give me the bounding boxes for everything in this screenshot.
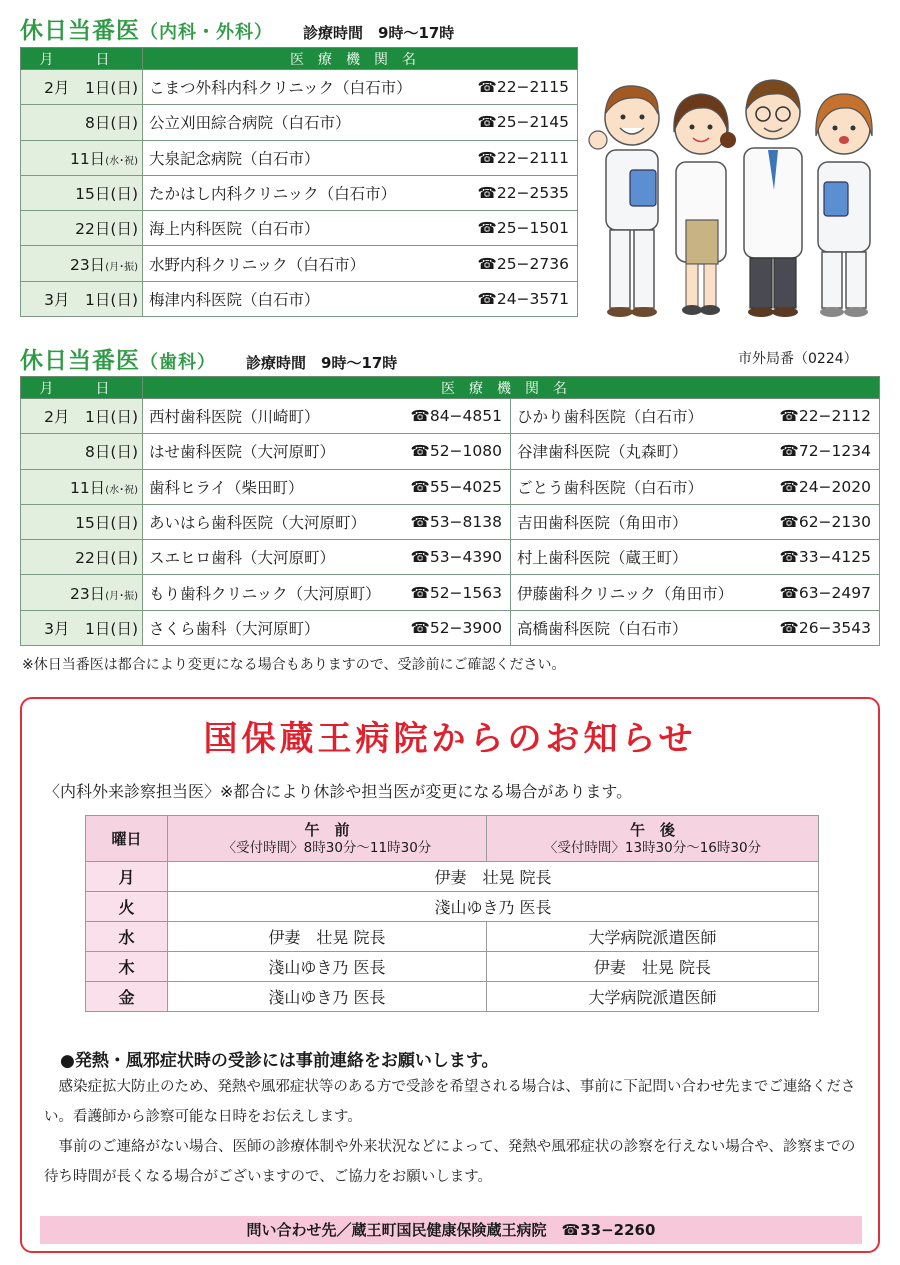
male-nurse-figure — [589, 86, 659, 317]
date-text: 15日 — [75, 185, 111, 204]
clinic-name: 谷津歯科医院（丸森町） — [517, 443, 688, 462]
clinic-phone: ☎52−1563 — [410, 583, 502, 602]
clinic-name: はせ歯科医院（大河原町） — [149, 443, 336, 462]
doctor-pm: 大学病院派遣医師 — [486, 922, 818, 952]
clinic-cell — [511, 504, 880, 539]
clinic-cell — [511, 399, 880, 434]
weekday-cell: 水 — [86, 922, 168, 952]
clinic-name: スエヒロ歯科（大河原町） — [149, 549, 336, 568]
table-row — [21, 434, 880, 469]
weekday-cell: 月 — [86, 862, 168, 892]
clinic-cell — [511, 469, 880, 504]
fever-notice-paragraph-1: 感染症拡大防止のため、発熱や風邪症状等のある方で受診を希望される場合は、事前に下記問い合わせ先までご連絡ください。看護師から診察可能な日時をお伝えします。 — [44, 1079, 856, 1125]
clinic-name: あいはら歯科医院（大河原町） — [149, 514, 367, 533]
weekday-text: (日) — [110, 114, 138, 133]
table-row — [21, 281, 578, 316]
table-row — [21, 540, 880, 575]
table-row — [21, 211, 578, 246]
clinic-name: ごとう歯科医院（白石市） — [517, 478, 704, 497]
clinic-cell — [143, 105, 578, 140]
duty-date — [21, 434, 143, 469]
clinic-name: 高橋歯科医院（白石市） — [517, 619, 688, 638]
header-clinic: 医療機関名 — [143, 377, 880, 399]
clinic-cell — [143, 434, 511, 469]
weekday-text: (水･祝) — [105, 155, 138, 167]
clinic-name: 水野内科クリニック（白石市） — [149, 255, 366, 274]
date-text: 11日 — [69, 478, 106, 497]
pm-time: 〈受付時間〉13時30分〜16時30分 — [543, 839, 762, 856]
table-row — [21, 140, 578, 175]
duty-date — [21, 281, 143, 316]
header-pm — [486, 816, 818, 862]
clinic-phone: ☎25−2736 — [477, 254, 569, 273]
hospital-notice-box — [20, 697, 880, 1253]
duty-date — [21, 610, 143, 645]
weekday-text: (日) — [110, 220, 138, 239]
duty-date — [21, 469, 143, 504]
table-row — [21, 575, 880, 610]
clinic-name: 海上内科医院（白石市） — [149, 220, 320, 239]
weekday-text: (日) — [110, 549, 138, 568]
date-text: 3月 1日 — [44, 619, 111, 638]
internal-title: 休日当番医（内科・外科） — [20, 18, 273, 44]
pm-label: 午 後 — [629, 820, 675, 839]
header-am — [168, 816, 487, 862]
clinic-cell — [143, 610, 511, 645]
dental-hours: 診療時間 9時〜17時 — [246, 354, 398, 372]
clinic-cell — [511, 610, 880, 645]
table-row — [21, 469, 880, 504]
fever-notice-heading: ●発熱・風邪症状時の受診には事前連絡をお願いします。 — [60, 1051, 499, 1071]
table-row — [86, 892, 819, 922]
doctor-am: 淺山ゆき乃 医長 — [168, 982, 487, 1012]
doctor-all-day: 淺山ゆき乃 医長 — [168, 892, 819, 922]
weekday-cell: 木 — [86, 952, 168, 982]
medical-staff-illustration — [588, 70, 888, 320]
dental-title: 休日当番医（歯科） — [20, 348, 216, 374]
contact-bar: 問い合わせ先／蔵王町国民健康保険蔵王病院 ☎33−2260 — [40, 1216, 862, 1244]
clinic-cell — [143, 469, 511, 504]
table-row — [21, 70, 578, 105]
duty-date — [21, 504, 143, 539]
clinic-name: 梅津内科医院（白石市） — [149, 290, 320, 309]
clinic-phone: ☎25−1501 — [477, 219, 569, 238]
date-text: 22日 — [75, 220, 111, 239]
duty-date — [21, 175, 143, 210]
clinic-phone: ☎55−4025 — [410, 477, 502, 496]
clinic-name: 西村歯科医院（川崎町） — [149, 408, 320, 427]
duty-change-note: ※休日当番医は都合により変更になる場合もありますので、受診前にご確認ください。 — [22, 657, 566, 673]
dental-section-header — [20, 342, 397, 375]
clinic-cell — [511, 434, 880, 469]
clinic-phone: ☎52−3900 — [410, 618, 502, 637]
table-row — [86, 982, 819, 1012]
clinic-phone: ☎22−2112 — [779, 407, 871, 426]
female-doctor-figure — [674, 94, 736, 315]
male-doctor-figure — [744, 80, 802, 317]
clinic-name: 大泉記念病院（白石市） — [149, 149, 320, 168]
table-row — [21, 246, 578, 281]
clinic-cell — [143, 540, 511, 575]
clinic-cell — [511, 540, 880, 575]
date-text: 2月 1日 — [44, 79, 111, 98]
clinic-name: もり歯科クリニック（大河原町） — [149, 584, 381, 603]
doctor-pm: 大学病院派遣医師 — [486, 982, 818, 1012]
weekday-cell: 金 — [86, 982, 168, 1012]
table-row — [21, 105, 578, 140]
table-row — [21, 610, 880, 645]
clinic-cell — [143, 70, 578, 105]
clinic-name: 村上歯科医院（蔵王町） — [517, 549, 688, 568]
clinic-cell — [143, 140, 578, 175]
clinic-cell — [511, 575, 880, 610]
date-text: 8日 — [85, 443, 111, 462]
date-text: 8日 — [85, 114, 111, 133]
date-text: 23日 — [69, 255, 106, 274]
clinic-cell — [143, 211, 578, 246]
clinic-cell — [143, 399, 511, 434]
duty-date — [21, 246, 143, 281]
clinic-phone: ☎24−3571 — [477, 289, 569, 308]
weekday-cell: 火 — [86, 892, 168, 922]
clinic-phone: ☎33−4125 — [779, 548, 871, 567]
doctor-am: 淺山ゆき乃 医長 — [168, 952, 487, 982]
clinic-phone: ☎24−2020 — [779, 477, 871, 496]
clinic-phone: ☎25−2145 — [477, 113, 569, 132]
internal-section-header — [20, 12, 454, 45]
clinic-name: さくら歯科（大河原町） — [149, 619, 320, 638]
clinic-cell — [143, 575, 511, 610]
weekday-text: (水･祝) — [105, 484, 138, 496]
clinic-phone: ☎52−1080 — [410, 442, 502, 461]
clinic-phone: ☎22−2115 — [477, 78, 569, 97]
date-text: 23日 — [69, 584, 106, 603]
table-row — [21, 175, 578, 210]
clinic-phone: ☎26−3543 — [779, 618, 871, 637]
clinic-cell — [143, 504, 511, 539]
clinic-name: ひかり歯科医院（白石市） — [517, 408, 704, 427]
weekday-text: (日) — [110, 619, 138, 638]
weekday-text: (日) — [110, 408, 138, 427]
duty-date — [21, 140, 143, 175]
weekday-text: (月･振) — [105, 261, 138, 273]
doctor-am: 伊妻 壮晃 院長 — [168, 922, 487, 952]
clinic-name: 吉田歯科医院（角田市） — [517, 514, 688, 533]
duty-date — [21, 211, 143, 246]
clinic-name: 伊藤歯科クリニック（角田市） — [517, 584, 734, 603]
weekday-text: (日) — [110, 79, 138, 98]
doctor-schedule-table — [85, 815, 819, 1012]
am-label: 午 前 — [304, 820, 350, 839]
date-text: 22日 — [75, 549, 111, 568]
internal-hours: 診療時間 9時〜17時 — [303, 24, 455, 42]
clinic-phone: ☎53−8138 — [410, 513, 502, 532]
weekday-text: (日) — [110, 185, 138, 204]
duty-date — [21, 70, 143, 105]
header-clinic: 医療機関名 — [143, 48, 578, 70]
doctor-all-day: 伊妻 壮晃 院長 — [168, 862, 819, 892]
table-row — [21, 399, 880, 434]
clinic-phone: ☎62−2130 — [779, 513, 871, 532]
duty-date — [21, 399, 143, 434]
clinic-phone: ☎63−2497 — [779, 583, 871, 602]
date-text: 3月 1日 — [44, 290, 111, 309]
clinic-name: 公立刈田綜合病院（白石市） — [149, 114, 351, 133]
weekday-text: (日) — [110, 514, 138, 533]
duty-date — [21, 105, 143, 140]
clinic-phone: ☎53−4390 — [410, 548, 502, 567]
header-date: 月 日 — [21, 377, 143, 399]
weekday-text: (日) — [110, 290, 138, 309]
female-nurse-figure — [816, 94, 872, 317]
dental-duty-table — [20, 376, 880, 646]
duty-date — [21, 540, 143, 575]
duty-date — [21, 575, 143, 610]
clinic-phone: ☎72−1234 — [779, 442, 871, 461]
date-text: 11日 — [69, 149, 106, 168]
clinic-cell — [143, 246, 578, 281]
header-day: 曜日 — [86, 816, 168, 862]
weekday-text: (月･振) — [105, 590, 138, 602]
table-row — [86, 922, 819, 952]
weekday-text: (日) — [110, 443, 138, 462]
clinic-phone: ☎22−2535 — [477, 184, 569, 203]
fever-notice-paragraph-2: 事前のご連絡がない場合、医師の診療体制や外来状況などによって、発熱や風邪症状の診察を行えない場合や、診察までの待ち時間が長くなる場合がございますので、ご協力をお願いします。 — [44, 1139, 856, 1185]
notice-title: 国保蔵王病院からのお知らせ — [203, 719, 697, 759]
notice-subtitle: 〈内科外来診察担当医〉※都合により休診や担当医が変更になる場合があります。 — [44, 782, 633, 801]
clinic-phone: ☎22−2111 — [477, 148, 569, 167]
am-time: 〈受付時間〉8時30分〜11時30分 — [222, 839, 432, 856]
date-text: 15日 — [75, 514, 111, 533]
area-code: 市外局番（0224） — [738, 351, 858, 367]
clinic-name: こまつ外科内科クリニック（白石市） — [149, 79, 412, 98]
header-date: 月 日 — [21, 48, 143, 70]
clinic-name: 歯科ヒライ（柴田町） — [149, 478, 304, 497]
table-row — [21, 504, 880, 539]
clinic-phone: ☎84−4851 — [410, 407, 502, 426]
date-text: 2月 1日 — [44, 408, 111, 427]
doctor-pm: 伊妻 壮晃 院長 — [486, 952, 818, 982]
clinic-cell — [143, 281, 578, 316]
internal-duty-table — [20, 47, 578, 317]
clinic-name: たかはし内科クリニック（白石市） — [149, 185, 397, 204]
table-row — [86, 952, 819, 982]
table-row — [86, 862, 819, 892]
clinic-cell — [143, 175, 578, 210]
